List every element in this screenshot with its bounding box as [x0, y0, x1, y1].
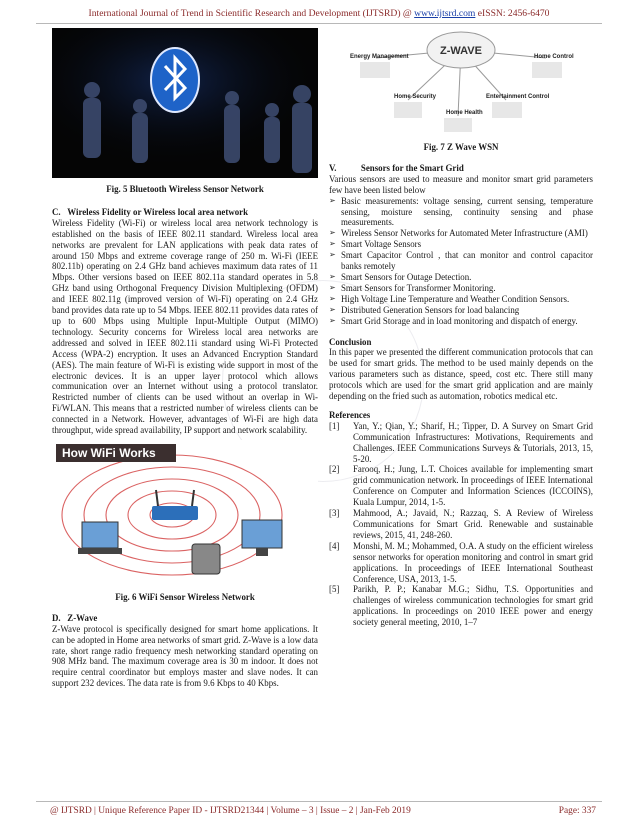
svg-text:Home Health: Home Health	[446, 110, 483, 116]
zwave-figure	[346, 28, 576, 136]
fig5-caption: Fig. 5 Bluetooth Wireless Sensor Network	[106, 184, 264, 194]
references-heading: References	[329, 409, 371, 420]
arrow-bullet-icon: ➢	[329, 304, 336, 314]
svg-text:Home Control: Home Control	[534, 54, 574, 60]
arrow-bullet-icon: ➢	[329, 282, 336, 292]
section-v-heading: V. Sensors for the Smart Grid	[329, 162, 464, 173]
list-item: ➢ Smart Voltage Sensors	[329, 239, 422, 250]
right-column	[329, 28, 593, 628]
list-item: ➢ Smart Grid Storage and in load monitoring and dispatch of energy.	[329, 315, 578, 326]
svg-text:Home Security: Home Security	[394, 94, 437, 100]
footer-reference: @ IJTSRD | Unique Reference Paper ID - IJTSRD21344 | Volume – 3 | Issue – 2 | Jan-Feb 2019	[50, 806, 411, 816]
section-c-heading: C. Wireless Fidelity or Wireless local area network	[52, 206, 249, 217]
laptop-icon	[82, 522, 118, 548]
header-text: International Journal of Trend in Scientific Research and Development (IJTSRD) @	[88, 8, 412, 19]
bluetooth-figure	[52, 28, 318, 178]
arrow-bullet-icon: ➢	[329, 315, 336, 325]
section-c-body: Wireless Fidelity (Wi-Fi) or wireless local area network technology is established on the basis of IEEE 802.11 standard. Wireless local area networks are prevalent for LAN applications with peak data rates of around 150 Mbps and extreme coverage range of 250 m. Wi-Fi (IEEE 802.11b) operating on 2.4 GHz band achieves maximum data rates of 11 Mbps. Other versions based on IEEE 802.11a standard operates in 5.8 GHz band using Orthogonal Frequency Division Multiplexing (OFDM) and IEEE 802.11g (improved version of Wi-Fi) operating on 2.4 GHz band provides data rate up to 54 Mbps. IEEE 802.11 provides data rates of up to 600 Mbps using Multiple Input-Multiple Output (MIMO) technology. Security concerns for Wireless local area networks are addressed and solved in IEEE 802.11i standard using Wi-Fi Protected Access (WPA-2) encryption. It uses an Advanced Encryption Standard (AES). The main feature of Wi-Fi is existing wide support in most of the electronic devices. It is an upper layer protocol which allows communication over an Internet without using a protocol translator. Restricted number of clients can be used without an overlap in Wi-Fi/WLAN. This means that a restricted number of wireless clients can be connected in a Network. However, advantages of Wi-Fi are high data throughput, wide spread availability, IP support and network scalability.	[52, 217, 318, 436]
section-d-heading: D. Z-Wave	[52, 612, 98, 623]
phone-icon	[192, 544, 220, 574]
reference-item: [2] Farooq, H.; Jung, L.T. Choices available for implementing smart grid communication network. In proceedings of IEEE International Conference on Computer and Information Sciences (ICCOINS), Kuala Lumpur, 2014, 1-5.	[329, 464, 593, 508]
conclusion-body: In this paper we presented the different communication protocols that can be used for smart grids. The method to be used mainly depends on the various parameters such as distance, speed, cost etc. There still many protocols which are used for the smart grid application and are mainly depending on the fried such as automation, robotics medical etc.	[329, 347, 593, 402]
journal-header	[0, 8, 638, 19]
references-list	[329, 421, 593, 628]
footer-rule	[36, 801, 602, 802]
list-item: ➢ Basic measurements: voltage sensing, current sensing, temperature sensing, moisture sensing, continuity sensing and phase measurements.	[329, 195, 593, 228]
list-item: ➢ Distributed Generation Sensors for load balancing	[329, 304, 520, 315]
list-item: ➢ High Voltage Line Temperature and Weather Condition Sensors.	[329, 293, 570, 304]
section-d-body: Z-Wave protocol is specifically designed for smart home applications. It can be adopted in Home area networks of smart grid. Z-Wave is a low data rate, short range radio frequency mesh networking standard operating on 908 MHz band. The maximum coverage area is 30 m indoor. It does not require central coordinator but employs master and slave nodes. It can support 232 devices. The data rate is from 9.6 Kbps to 40 Kbps.	[52, 623, 318, 689]
list-item: ➢ Smart Sensors for Outage Detection.	[329, 271, 472, 282]
header-rule	[36, 23, 602, 24]
arrow-bullet-icon: ➢	[329, 293, 336, 303]
reference-item: [4] Monshi, M. M.; Mohammed, O.A. A study on the efficient wireless sensor networks for operation monitoring and control in smart grid applications. In proceedings of IEEE International Southeast Conference, USA, 2013, 1-5.	[329, 540, 593, 584]
reference-item: [3] Mahmood, A.; Javaid, N.; Razzaq, S. A Review of Wireless Communications for Smart Grid. Renewable and sustainable reviews, 2015, 41, 248-260.	[329, 508, 593, 540]
conclusion-heading: Conclusion	[329, 336, 372, 347]
arrow-bullet-icon: ➢	[329, 228, 336, 238]
arrow-bullet-icon: ➢	[329, 239, 336, 249]
arrow-bullet-icon: ➢	[329, 250, 336, 260]
page-number: Page: 337	[558, 806, 596, 816]
wifi-banner-text: How WiFi Works	[62, 445, 156, 460]
journal-link[interactable]: www.ijtsrd.com	[414, 8, 476, 19]
list-item: ➢ Smart Capacitor Control , that can monitor and control capacitor banks remotely	[329, 250, 593, 272]
reference-item: [5] Parikh, P. P.; Kanabar M.G.; Sidhu, T.S. Opportunities and challenges of wireless communication technologies for smart grid applications. In proceedings on 2010 IEEE power and energy society general meeting, 2010, 1–7	[329, 584, 593, 628]
desktop-icon	[242, 520, 282, 548]
fig7-caption: Fig. 7 Z Wave WSN	[423, 142, 499, 152]
arrow-bullet-icon: ➢	[329, 271, 336, 281]
arrow-bullet-icon: ➢	[329, 195, 336, 205]
svg-text:Entertainment Control: Entertainment Control	[486, 94, 550, 100]
left-column	[52, 28, 318, 689]
list-item: ➢ Smart Sensors for Transformer Monitoring.	[329, 282, 496, 293]
fig6-caption: Fig. 6 WiFi Sensor Wireless Network	[115, 591, 255, 602]
router-icon	[152, 506, 198, 520]
header-issn: eISSN: 2456-6470	[477, 8, 550, 19]
reference-item: [1] Yan, Y.; Qian, Y.; Sharif, H.; Tipper, D. A Survey on Smart Grid Communication Infrastructures: Motivations, Requirements and Challenges. IEEE Communications Surveys & Tutorials, 2013, 15, 5-20.	[329, 420, 593, 464]
svg-text:Energy Management: Energy Management	[350, 54, 409, 60]
sensor-list	[329, 196, 593, 327]
list-item: ➢ Wireless Sensor Networks for Automated Meter Infrastructure (AMI)	[329, 228, 588, 239]
svg-text:Z-WAVE: Z-WAVE	[440, 45, 482, 57]
section-v-intro: Various sensors are used to measure and monitor smart grid parameters few have been listed below	[329, 173, 593, 195]
wifi-figure	[52, 440, 318, 586]
